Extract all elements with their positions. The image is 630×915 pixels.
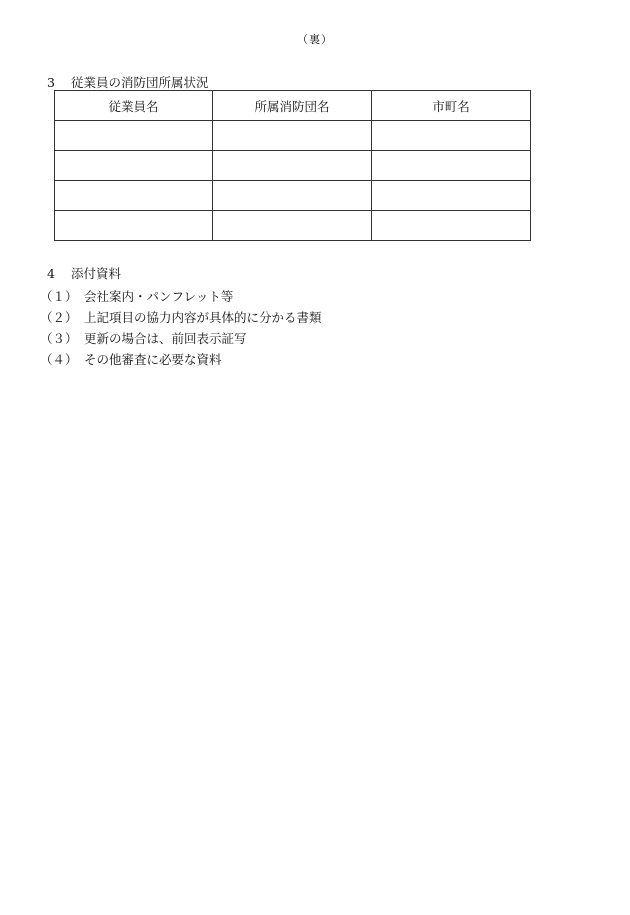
employee-name-cell[interactable]	[55, 211, 213, 241]
list-item-text: 会社案内・パンフレット等	[84, 289, 234, 304]
section-4-heading	[47, 264, 121, 282]
section-3-title: 従業員の消防団所属状況	[71, 75, 209, 90]
municipality-cell[interactable]	[372, 121, 531, 151]
page-side-label: （裏）	[297, 33, 333, 46]
section-3-heading	[47, 73, 209, 91]
list-item-text: その他審査に必要な資料	[84, 352, 222, 367]
section-4-number: 4	[47, 266, 55, 281]
table-row	[55, 121, 531, 151]
list-item	[40, 349, 322, 370]
municipality-cell[interactable]	[372, 181, 531, 211]
table-header-row	[55, 91, 531, 121]
list-item-text: 上記項目の協力内容が具体的に分かる書類	[84, 310, 322, 325]
section-3-number: 3	[47, 75, 55, 90]
employee-name-cell[interactable]	[55, 151, 213, 181]
column-header-fire-brigade-name: 所属消防団名	[213, 91, 372, 121]
fire-brigade-name-cell[interactable]	[213, 151, 372, 181]
municipality-cell[interactable]	[372, 151, 531, 181]
table-row	[55, 211, 531, 241]
employee-name-cell[interactable]	[55, 181, 213, 211]
fire-brigade-name-cell[interactable]	[213, 121, 372, 151]
list-item-number: （３）	[40, 331, 78, 346]
list-item	[40, 286, 322, 307]
fire-brigade-name-cell[interactable]	[213, 211, 372, 241]
list-item	[40, 328, 322, 349]
attachment-list	[40, 286, 322, 370]
table-row	[55, 181, 531, 211]
list-item-text: 更新の場合は、前回表示証写	[84, 331, 247, 346]
list-item-number: （２）	[40, 310, 78, 325]
municipality-cell[interactable]	[372, 211, 531, 241]
list-item-number: （１）	[40, 289, 78, 304]
list-item-number: （４）	[40, 352, 78, 367]
column-header-employee-name: 従業員名	[55, 91, 213, 121]
fire-brigade-affiliation-table	[54, 90, 531, 241]
employee-name-cell[interactable]	[55, 121, 213, 151]
section-4-title: 添付資料	[71, 266, 122, 281]
column-header-municipality: 市町名	[372, 91, 531, 121]
fire-brigade-name-cell[interactable]	[213, 181, 372, 211]
table-row	[55, 151, 531, 181]
list-item	[40, 307, 322, 328]
